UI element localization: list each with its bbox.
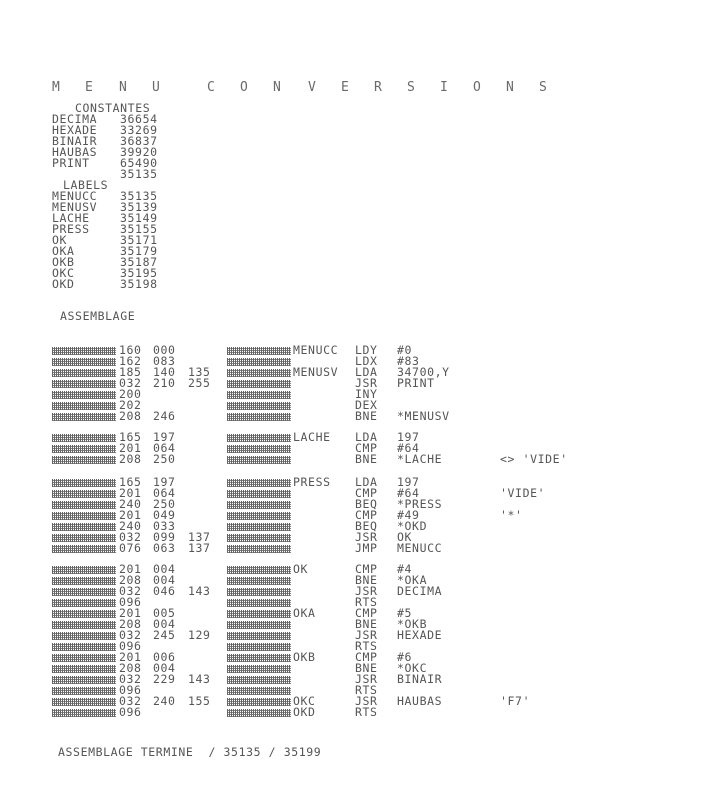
operand: *PRESS <box>397 497 443 511</box>
constantes-row <box>52 156 158 170</box>
title-letter: E <box>341 80 349 95</box>
operand: #6 <box>397 650 413 664</box>
address-field <box>227 545 291 553</box>
operand: #64 <box>397 441 420 455</box>
opcode-byte: 096 <box>119 705 142 719</box>
opcode-byte: 005 <box>153 606 176 620</box>
address-field <box>227 347 291 355</box>
address-field <box>52 698 116 706</box>
mnemonic: BNE <box>355 573 378 587</box>
symbol-name: OKA <box>52 244 75 258</box>
opcode-byte: 160 <box>119 343 142 357</box>
address-field <box>227 523 291 531</box>
address-field <box>227 413 291 421</box>
mnemonic: RTS <box>355 705 378 719</box>
opcode-byte: 004 <box>153 573 176 587</box>
mnemonic: CMP <box>355 441 378 455</box>
mnemonic: CMP <box>355 508 378 522</box>
symbol-name: BINAIR <box>52 134 98 148</box>
symbol-value: 65490 <box>120 156 158 170</box>
title-letter: I <box>440 80 448 95</box>
address-field <box>227 490 291 498</box>
address-field <box>227 665 291 673</box>
operand: 197 <box>397 430 420 444</box>
operand: *LACHE <box>397 452 443 466</box>
address-field <box>52 490 116 498</box>
mnemonic: LDA <box>355 475 378 489</box>
operand: #4 <box>397 562 413 576</box>
title-letter: O <box>473 80 481 95</box>
title-letter: N <box>273 80 281 95</box>
title-letter: C <box>207 80 215 95</box>
title-letter: U <box>152 80 160 95</box>
assemblage-footer: ASSEMBLAGE TERMINE / 35135 / 35199 <box>58 745 322 759</box>
opcode-byte: 063 <box>153 541 176 555</box>
address-field <box>227 698 291 706</box>
address-field <box>52 512 116 520</box>
mnemonic: LDY <box>355 343 378 357</box>
opcode-byte: 032 <box>119 628 142 642</box>
mnemonic: JSR <box>355 584 378 598</box>
symbol-name: PRESS <box>52 222 90 236</box>
address-field <box>52 687 116 695</box>
mnemonic: BNE <box>355 452 378 466</box>
address-field <box>52 501 116 509</box>
opcode-byte: 032 <box>119 584 142 598</box>
opcode-byte: 137 <box>188 541 211 555</box>
address-field <box>52 545 116 553</box>
title-letter: R <box>374 80 382 95</box>
mnemonic: RTS <box>355 595 378 609</box>
listing-row <box>0 543 712 554</box>
address-field <box>227 632 291 640</box>
mnemonic: LDA <box>355 430 378 444</box>
operand: *OKA <box>397 573 428 587</box>
symbol-name: PRINT <box>52 156 90 170</box>
comment: '*' <box>500 508 523 522</box>
address-field <box>52 709 116 717</box>
opcode-byte: 200 <box>119 387 142 401</box>
address-field <box>52 621 116 629</box>
constantes-heading: CONSTANTES <box>75 101 151 115</box>
source-label: OKC <box>293 694 316 708</box>
opcode-byte: 208 <box>119 661 142 675</box>
comment: 'F7' <box>500 694 531 708</box>
comment: 'VIDE' <box>500 486 546 500</box>
operand: *OKC <box>397 661 428 675</box>
opcode-byte: 201 <box>119 486 142 500</box>
opcode-byte: 208 <box>119 573 142 587</box>
symbol-value: 35171 <box>120 233 158 247</box>
opcode-byte: 201 <box>119 441 142 455</box>
address-field <box>227 369 291 377</box>
address-field <box>52 456 116 464</box>
opcode-byte: 004 <box>153 562 176 576</box>
mnemonic: LDX <box>355 354 378 368</box>
mnemonic: BNE <box>355 661 378 675</box>
symbol-value: 33269 <box>120 123 158 137</box>
source-label: OKA <box>293 606 316 620</box>
address-field <box>227 588 291 596</box>
opcode-byte: 096 <box>119 639 142 653</box>
title-letter: V <box>308 80 316 95</box>
address-field <box>227 687 291 695</box>
address-field <box>52 380 116 388</box>
address-field <box>52 402 116 410</box>
opcode-byte: 135 <box>188 365 211 379</box>
source-label: OKD <box>293 705 316 719</box>
comment: <> 'VIDE' <box>500 452 568 466</box>
address-field <box>227 566 291 574</box>
opcode-byte: 155 <box>188 694 211 708</box>
mnemonic: CMP <box>355 650 378 664</box>
symbol-name: HEXADE <box>52 123 98 137</box>
source-label: MENUCC <box>293 343 339 357</box>
address-field <box>52 632 116 640</box>
address-field <box>52 654 116 662</box>
mnemonic: LDA <box>355 365 378 379</box>
mnemonic: JSR <box>355 530 378 544</box>
labels-heading: LABELS <box>63 178 109 192</box>
title-letter: N <box>506 80 514 95</box>
address-field <box>227 654 291 662</box>
address-field <box>227 479 291 487</box>
address-field <box>227 501 291 509</box>
address-field <box>52 479 116 487</box>
opcode-byte: 096 <box>119 683 142 697</box>
operand: 197 <box>397 475 420 489</box>
symbol-name: OKD <box>52 277 75 291</box>
symbol-value: 39920 <box>120 145 158 159</box>
operand: #0 <box>397 343 413 357</box>
source-label: OKB <box>293 650 316 664</box>
mnemonic: JSR <box>355 694 378 708</box>
symbol-value: 35179 <box>120 244 158 258</box>
symbol-name: HAUBAS <box>52 145 98 159</box>
operand: DECIMA <box>397 584 443 598</box>
symbol-value: 35198 <box>120 277 158 291</box>
opcode-byte: 240 <box>119 497 142 511</box>
address-field <box>52 577 116 585</box>
address-field <box>227 434 291 442</box>
address-field <box>227 380 291 388</box>
address-field <box>227 534 291 542</box>
opcode-byte: 033 <box>153 519 176 533</box>
opcode-byte: 197 <box>153 475 176 489</box>
operand: OK <box>397 530 413 544</box>
operand: #5 <box>397 606 413 620</box>
mnemonic: JSR <box>355 628 378 642</box>
operand: #64 <box>397 486 420 500</box>
title-letter: S <box>407 80 415 95</box>
source-label: OK <box>293 562 309 576</box>
mnemonic: JSR <box>355 672 378 686</box>
symbol-value: 35149 <box>120 211 158 225</box>
operand: HAUBAS <box>397 694 443 708</box>
address-field <box>52 588 116 596</box>
opcode-byte: 046 <box>153 584 176 598</box>
opcode-byte: 032 <box>119 694 142 708</box>
opcode-byte: 165 <box>119 475 142 489</box>
opcode-byte: 032 <box>119 530 142 544</box>
opcode-byte: 064 <box>153 441 176 455</box>
mnemonic: JSR <box>355 376 378 390</box>
address-field <box>227 445 291 453</box>
mnemonic: CMP <box>355 486 378 500</box>
address-field <box>227 456 291 464</box>
opcode-byte: 137 <box>188 530 211 544</box>
address-field <box>227 512 291 520</box>
symbol-value: 35135 <box>120 189 158 203</box>
opcode-byte: 165 <box>119 430 142 444</box>
symbol-name: MENUCC <box>52 189 98 203</box>
symbol-value: 35195 <box>120 266 158 280</box>
source-label: LACHE <box>293 430 331 444</box>
operand: HEXADE <box>397 628 443 642</box>
mnemonic: CMP <box>355 562 378 576</box>
opcode-byte: 250 <box>153 497 176 511</box>
opcode-byte: 201 <box>119 606 142 620</box>
opcode-byte: 208 <box>119 617 142 631</box>
mnemonic: RTS <box>355 683 378 697</box>
address-field <box>52 566 116 574</box>
opcode-byte: 143 <box>188 672 211 686</box>
symbol-name: LACHE <box>52 211 90 225</box>
symbol-name: DECIMA <box>52 112 98 126</box>
listing-row <box>0 707 712 718</box>
address-field <box>52 665 116 673</box>
symbol-value: 35187 <box>120 255 158 269</box>
opcode-byte: 004 <box>153 661 176 675</box>
address-field <box>52 643 116 651</box>
opcode-byte: 240 <box>119 519 142 533</box>
opcode-byte: 004 <box>153 617 176 631</box>
operand: MENUCC <box>397 541 443 555</box>
opcode-byte: 240 <box>153 694 176 708</box>
address-field <box>227 599 291 607</box>
address-field <box>227 610 291 618</box>
opcode-byte: 096 <box>119 595 142 609</box>
address-field <box>227 643 291 651</box>
address-field <box>52 610 116 618</box>
opcode-byte: 250 <box>153 452 176 466</box>
mnemonic: CMP <box>355 606 378 620</box>
operand: BINAIR <box>397 672 443 686</box>
opcode-byte: 143 <box>188 584 211 598</box>
assemblage-heading: ASSEMBLAGE <box>60 309 136 323</box>
opcode-byte: 197 <box>153 430 176 444</box>
source-label: MENUSV <box>293 365 339 379</box>
opcode-byte: 208 <box>119 452 142 466</box>
opcode-byte: 000 <box>153 343 176 357</box>
title-letter: O <box>240 80 248 95</box>
address-field <box>52 413 116 421</box>
address-field <box>52 523 116 531</box>
operand: *OKB <box>397 617 428 631</box>
opcode-byte: 049 <box>153 508 176 522</box>
address-field <box>52 599 116 607</box>
title-letter: E <box>85 80 93 95</box>
opcode-byte: 076 <box>119 541 142 555</box>
mnemonic: BEQ <box>355 519 378 533</box>
address-field <box>227 709 291 717</box>
symbol-value: 35155 <box>120 222 158 236</box>
address-field <box>52 358 116 366</box>
opcode-byte: 099 <box>153 530 176 544</box>
opcode-byte: 202 <box>119 398 142 412</box>
symbol-name: OKB <box>52 255 75 269</box>
title-letter: M <box>52 80 60 95</box>
operand: *OKD <box>397 519 428 533</box>
labels-row <box>52 277 158 291</box>
symbol-name: OK <box>52 233 68 247</box>
symbol-value: 35139 <box>120 200 158 214</box>
address-field <box>52 445 116 453</box>
opcode-byte: 201 <box>119 562 142 576</box>
listing-row <box>0 454 712 465</box>
mnemonic: JMP <box>355 541 378 555</box>
symbol-name: MENUSV <box>52 200 98 214</box>
operand: PRINT <box>397 376 435 390</box>
title-letter: S <box>539 80 547 95</box>
symbol-value: 35135 <box>120 167 158 181</box>
opcode-byte: 229 <box>153 672 176 686</box>
opcode-byte: 245 <box>153 628 176 642</box>
opcode-byte: 129 <box>188 628 211 642</box>
opcode-byte: 246 <box>153 409 176 423</box>
symbol-value: 36654 <box>120 112 158 126</box>
mnemonic: INY <box>355 387 378 401</box>
title-letter: N <box>119 80 127 95</box>
symbol-name: OKC <box>52 266 75 280</box>
address-field <box>52 347 116 355</box>
address-field <box>227 358 291 366</box>
address-field <box>52 391 116 399</box>
listing-row <box>0 411 712 422</box>
address-field <box>52 534 116 542</box>
operand: *MENUSV <box>397 409 450 423</box>
opcode-byte: 185 <box>119 365 142 379</box>
mnemonic: BNE <box>355 409 378 423</box>
opcode-byte: 201 <box>119 650 142 664</box>
opcode-byte: 201 <box>119 508 142 522</box>
mnemonic: RTS <box>355 639 378 653</box>
address-field <box>227 402 291 410</box>
symbol-value: 36837 <box>120 134 158 148</box>
address-field <box>227 577 291 585</box>
address-field <box>227 391 291 399</box>
operand: #49 <box>397 508 420 522</box>
mnemonic: BNE <box>355 617 378 631</box>
mnemonic: BEQ <box>355 497 378 511</box>
opcode-byte: 032 <box>119 376 142 390</box>
opcode-byte: 032 <box>119 672 142 686</box>
mnemonic: DEX <box>355 398 378 412</box>
opcode-byte: 140 <box>153 365 176 379</box>
address-field <box>52 676 116 684</box>
operand: 34700,Y <box>397 365 450 379</box>
opcode-byte: 006 <box>153 650 176 664</box>
opcode-byte: 162 <box>119 354 142 368</box>
opcode-byte: 064 <box>153 486 176 500</box>
source-label: PRESS <box>293 475 331 489</box>
address-field <box>52 369 116 377</box>
address-field <box>227 676 291 684</box>
opcode-byte: 210 <box>153 376 176 390</box>
opcode-byte: 208 <box>119 409 142 423</box>
address-field <box>227 621 291 629</box>
operand: #83 <box>397 354 420 368</box>
address-field <box>52 434 116 442</box>
opcode-byte: 083 <box>153 354 176 368</box>
opcode-byte: 255 <box>188 376 211 390</box>
